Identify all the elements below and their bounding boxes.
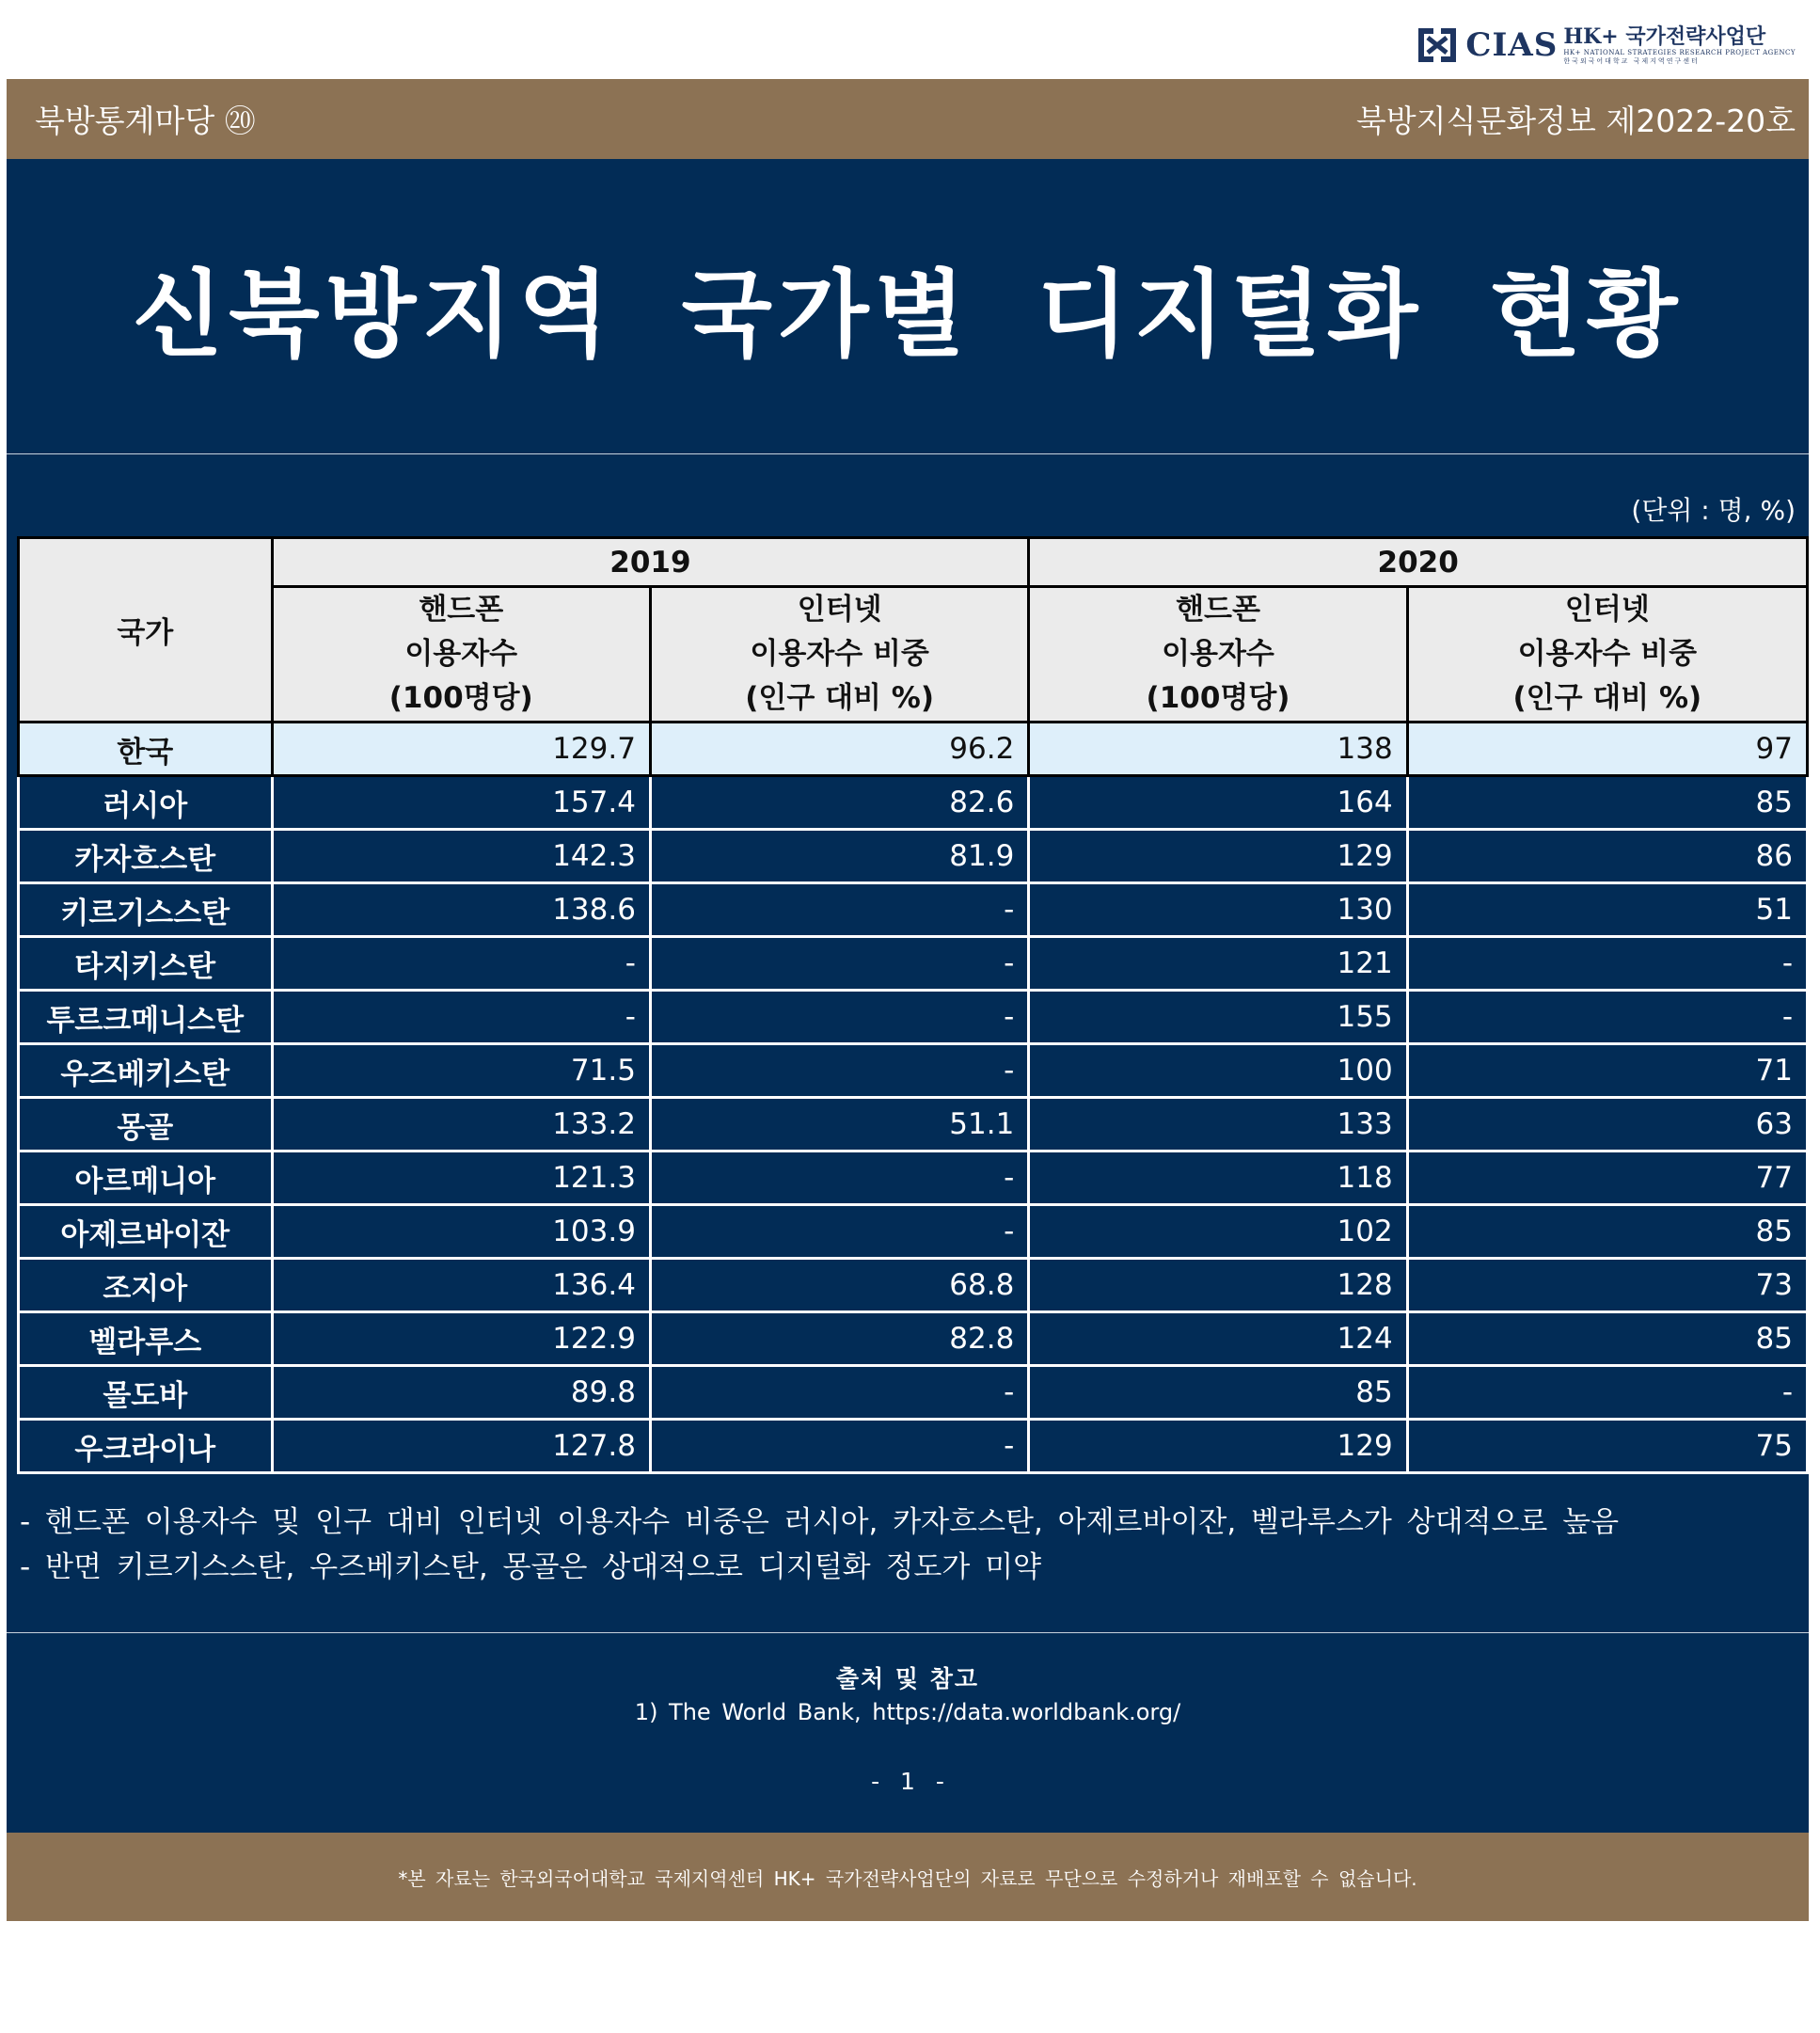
value-cell: 85 <box>1407 1312 1807 1366</box>
digitalization-table <box>17 536 1809 1474</box>
value-cell: 85 <box>1029 1366 1407 1420</box>
column-header <box>272 587 650 723</box>
value-cell: 130 <box>1029 883 1407 937</box>
value-cell: 157.4 <box>272 776 650 830</box>
note-line: - 반면 키르기스스탄, 우즈베키스탄, 몽골은 상대적으로 디지털화 정도가 미약 <box>20 1550 1042 1584</box>
value-cell: - <box>1407 1366 1807 1420</box>
value-cell: 73 <box>1407 1259 1807 1312</box>
value-cell: 71 <box>1407 1044 1807 1098</box>
value-cell: 142.3 <box>272 830 650 883</box>
logo-cias-text: CIAS <box>1465 26 1559 64</box>
value-cell: 100 <box>1029 1044 1407 1098</box>
logo-title: HK+ 국가전략사업단 <box>1563 24 1766 49</box>
value-cell: 51 <box>1407 883 1807 937</box>
value-cell: 129.7 <box>272 723 650 776</box>
value-cell: 124 <box>1029 1312 1407 1366</box>
column-header-line: (인구 대비 %) <box>1512 681 1702 715</box>
value-cell: 136.4 <box>272 1259 650 1312</box>
value-cell: 118 <box>1029 1152 1407 1205</box>
country-cell: 몰도바 <box>19 1366 273 1420</box>
value-cell: - <box>650 1152 1028 1205</box>
value-cell: 82.8 <box>650 1312 1028 1366</box>
value-cell: 77 <box>1407 1152 1807 1205</box>
logo-subtitle: HK+ NATIONAL STRATEGIES RESEARCH PROJECT AGENCY <box>1563 48 1796 56</box>
table-row <box>19 1312 1808 1366</box>
country-cell: 러시아 <box>19 776 273 830</box>
value-cell: 122.9 <box>272 1312 650 1366</box>
year-header-2019: 2019 <box>272 538 1029 587</box>
column-header-line: 이용자수 비중 <box>1517 637 1698 671</box>
value-cell: 97 <box>1407 723 1807 776</box>
page-number: - 1 - <box>871 1768 944 1795</box>
main-panel <box>7 159 1809 1833</box>
value-cell: 51.1 <box>650 1098 1028 1152</box>
value-cell: - <box>1407 937 1807 991</box>
country-cell: 카자흐스탄 <box>19 830 273 883</box>
value-cell: 96.2 <box>650 723 1028 776</box>
country-cell: 아르메니아 <box>19 1152 273 1205</box>
table-row <box>19 1366 1808 1420</box>
country-cell: 타지키스탄 <box>19 937 273 991</box>
value-cell: 129 <box>1029 830 1407 883</box>
notes <box>20 1500 1619 1590</box>
value-cell: 63 <box>1407 1098 1807 1152</box>
table-row <box>19 776 1808 830</box>
source-reference: 1) The World Bank, https://data.worldbank.org/ <box>634 1699 1181 1725</box>
value-cell: 164 <box>1029 776 1407 830</box>
table-row <box>19 991 1808 1044</box>
country-cell: 조지아 <box>19 1259 273 1312</box>
column-header-line: 핸드폰 <box>1176 593 1260 627</box>
value-cell: 81.9 <box>650 830 1028 883</box>
page-title: 신북방지역 국가별 디지털화 현황 <box>132 259 1684 370</box>
value-cell: 89.8 <box>272 1366 650 1420</box>
table-row <box>19 1420 1808 1473</box>
note-line: - 핸드폰 이용자수 및 인구 대비 인터넷 이용자수 비중은 러시아, 카자흐스탄, 아제르바이잔, 벨라루스가 상대적으로 높음 <box>20 1505 1620 1539</box>
logo-subtitle-korean: 한국외국어대학교 국제지역연구센터 <box>1563 56 1700 65</box>
value-cell: 121 <box>1029 937 1407 991</box>
country-column-header: 국가 <box>19 538 273 723</box>
value-cell: 133 <box>1029 1098 1407 1152</box>
value-cell: - <box>650 991 1028 1044</box>
divider <box>7 1632 1809 1633</box>
column-header-line: 이용자수 <box>1162 637 1274 671</box>
column-header-line: 이용자수 <box>404 637 518 671</box>
value-cell: - <box>1407 991 1807 1044</box>
value-cell: - <box>650 1420 1028 1473</box>
country-cell: 우즈베키스탄 <box>19 1044 273 1098</box>
table-row <box>19 1259 1808 1312</box>
cias-logo-icon <box>1415 23 1460 68</box>
column-header-line: (인구 대비 %) <box>745 681 934 715</box>
value-cell: 155 <box>1029 991 1407 1044</box>
issue-number: 북방지식문화정보 제2022-20호 <box>1355 103 1796 139</box>
series-label: 북방통계마당 ⑳ <box>35 103 256 139</box>
table-row <box>19 1205 1808 1259</box>
value-cell: 68.8 <box>650 1259 1028 1312</box>
column-header-line: 이용자수 비중 <box>750 637 929 671</box>
table-row <box>19 883 1808 937</box>
country-cell: 한국 <box>19 723 273 776</box>
value-cell: 138.6 <box>272 883 650 937</box>
value-cell: - <box>650 937 1028 991</box>
value-cell: - <box>650 1366 1028 1420</box>
unit-label: (단위 : 명, %) <box>1631 495 1796 526</box>
table-row <box>19 1152 1808 1205</box>
country-cell: 아제르바이잔 <box>19 1205 273 1259</box>
value-cell: - <box>272 937 650 991</box>
column-header <box>650 587 1028 723</box>
table-row <box>19 1044 1808 1098</box>
column-header-line: (100명당) <box>1146 681 1290 715</box>
column-header-line: 인터넷 <box>797 593 882 627</box>
cias-logo <box>1415 19 1796 71</box>
value-cell: - <box>650 1205 1028 1259</box>
column-header <box>1029 587 1407 723</box>
year-header-2020: 2020 <box>1029 538 1808 587</box>
value-cell: 133.2 <box>272 1098 650 1152</box>
value-cell: 86 <box>1407 830 1807 883</box>
country-cell: 우크라이나 <box>19 1420 273 1473</box>
footer-disclaimer: *본 자료는 한국외국어대학교 국제지역센터 HK+ 국가전략사업단의 자료로 무단으로 수정하거나 재배포할 수 없습니다. <box>7 1833 1809 1921</box>
value-cell: 71.5 <box>272 1044 650 1098</box>
column-header-line: 인터넷 <box>1564 593 1650 627</box>
value-cell: 85 <box>1407 1205 1807 1259</box>
value-cell: 128 <box>1029 1259 1407 1312</box>
title-box <box>7 159 1809 454</box>
table-row <box>19 937 1808 991</box>
value-cell: 103.9 <box>272 1205 650 1259</box>
value-cell: 82.6 <box>650 776 1028 830</box>
source-title: 출처 및 참고 <box>835 1665 980 1692</box>
table-row <box>19 1098 1808 1152</box>
value-cell: 75 <box>1407 1420 1807 1473</box>
table-row <box>19 723 1808 776</box>
column-header-line: (100명당) <box>388 681 533 715</box>
value-cell: - <box>272 991 650 1044</box>
country-cell: 몽골 <box>19 1098 273 1152</box>
value-cell: 127.8 <box>272 1420 650 1473</box>
header-bar <box>7 79 1809 159</box>
column-header <box>1407 587 1807 723</box>
value-cell: - <box>650 1044 1028 1098</box>
country-cell: 투르크메니스탄 <box>19 991 273 1044</box>
country-cell: 벨라루스 <box>19 1312 273 1366</box>
value-cell: 138 <box>1029 723 1407 776</box>
value-cell: - <box>650 883 1028 937</box>
value-cell: 85 <box>1407 776 1807 830</box>
value-cell: 129 <box>1029 1420 1407 1473</box>
column-header-line: 핸드폰 <box>419 593 504 627</box>
value-cell: 121.3 <box>272 1152 650 1205</box>
table-row <box>19 830 1808 883</box>
country-cell: 키르기스스탄 <box>19 883 273 937</box>
value-cell: 102 <box>1029 1205 1407 1259</box>
